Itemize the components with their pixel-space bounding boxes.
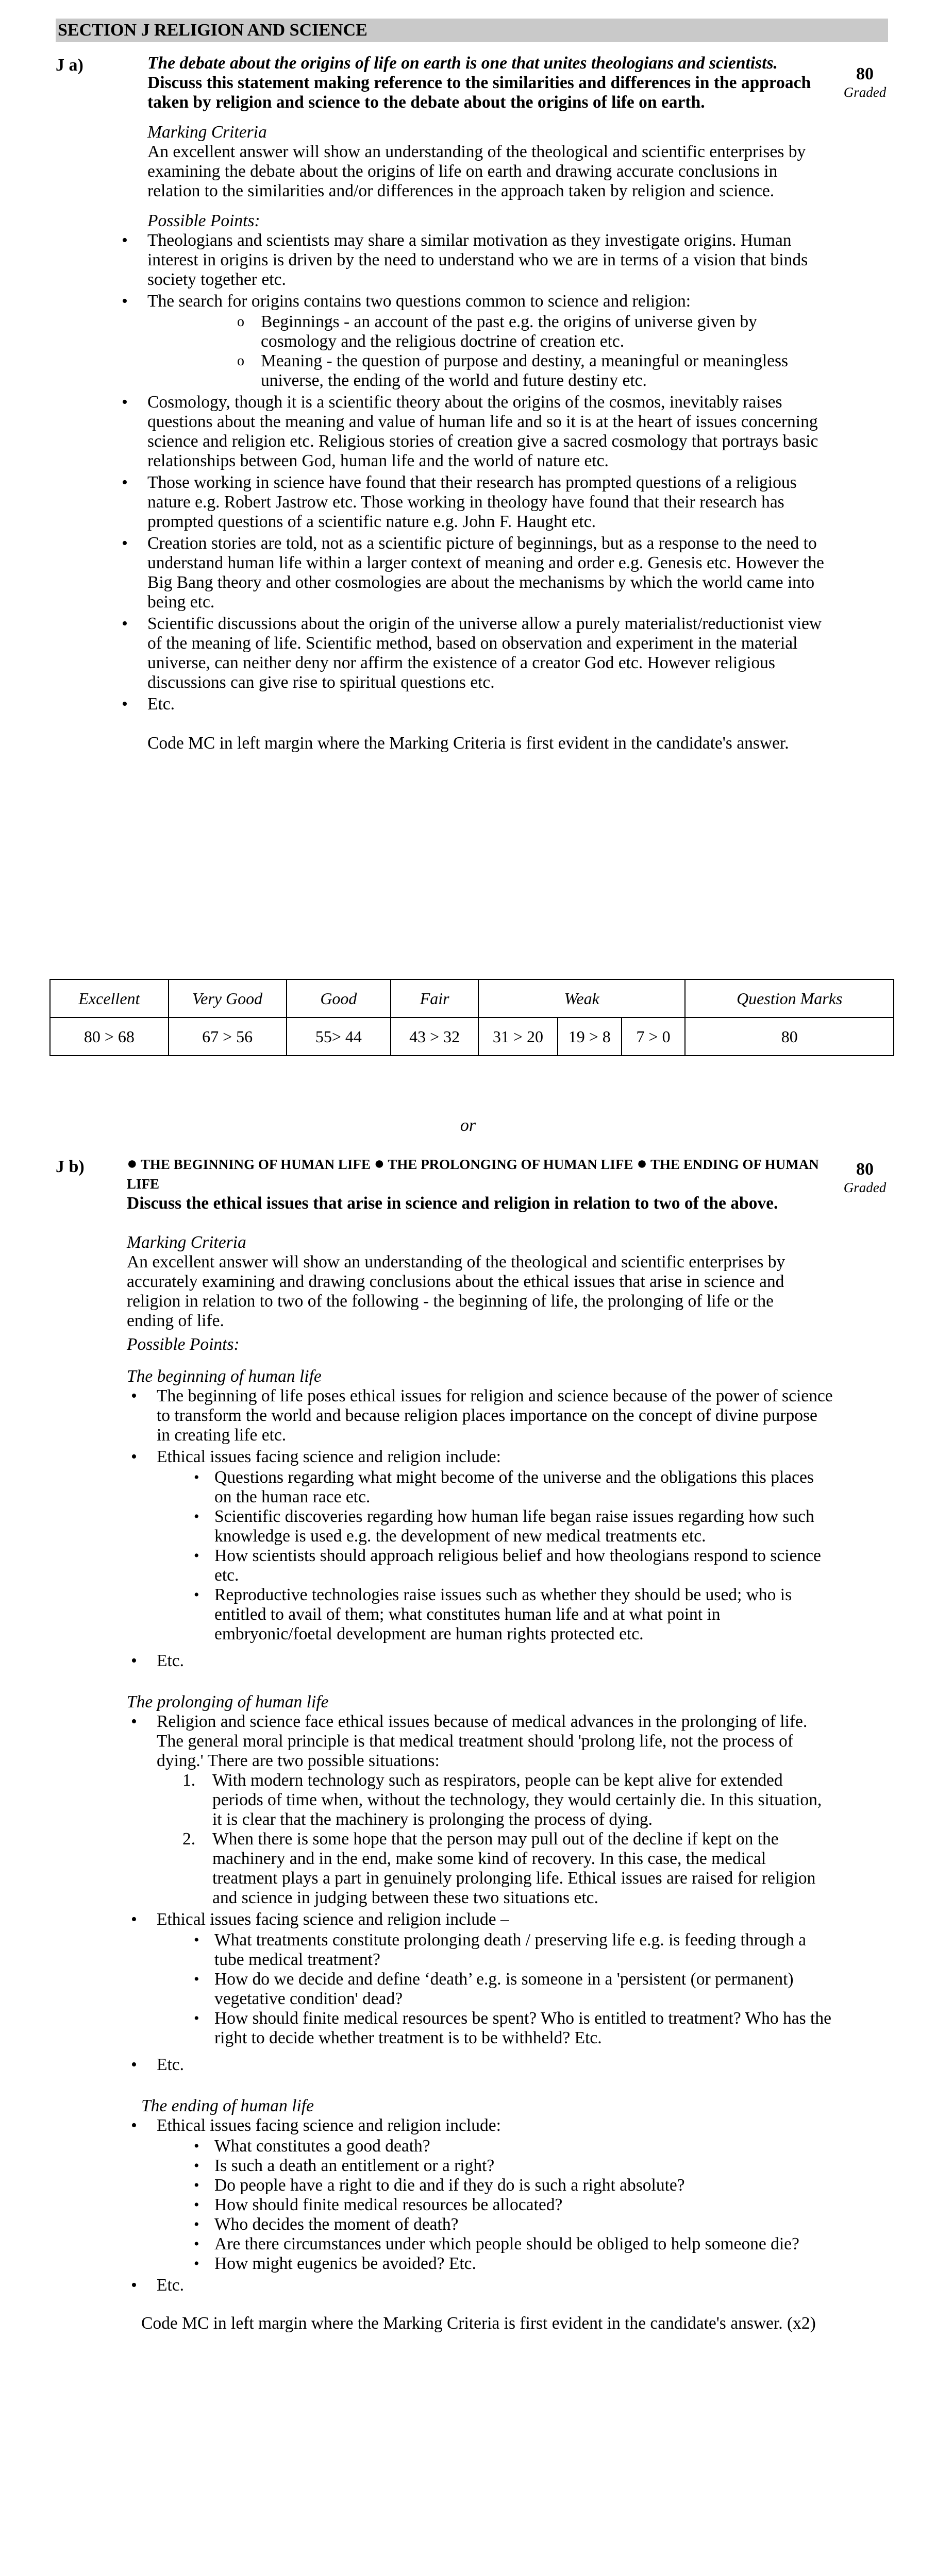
question-b-points-heading: Possible Points:: [127, 1335, 240, 1354]
question-b-task: Discuss the ethical issues that arise in science and religion in relation to two of the above.: [127, 1194, 778, 1213]
ending-heading: The ending of human life: [141, 2096, 314, 2115]
question-b-body: [127, 1154, 833, 2333]
question-a-code-note: Code MC in left margin where the Marking Criteria is first evident in the candidate's answer.: [147, 734, 789, 753]
list-item: • Who decides the moment of death?: [189, 2215, 833, 2234]
list-item: • Theologians and scientists may share a similar motivation as they investigate origins. Human interest in origins is driven by the need to understand who we are in terms of a vision that binds society together etc.: [118, 231, 828, 290]
question-a-graded-label: Graded: [843, 84, 887, 100]
question-a-statement: The debate about the origins of life on earth is one that unites theologians and scientists.: [147, 54, 778, 73]
list-item: • Cosmology, though it is a scientific theory about the origins of the cosmos, inevitably raises questions about the meaning and value of human life and so it is at the heart of issues concerning science and religion etc. Religious stories of creation give a sacred cosmology that portrays basic relationships between God, human life and the world of nature etc.: [118, 393, 828, 471]
question-b-graded-label: Graded: [843, 1180, 887, 1195]
list-item: • Scientific discoveries regarding how human life began raise issues regarding how such knowledge is used e.g. the development of new medical treatments etc.: [189, 1507, 833, 1546]
list-item: o Meaning - the question of purpose and destiny, a meaningful or meaningless universe, the ending of the world and future destiny etc.: [230, 351, 828, 391]
list-item: • Etc.: [127, 1651, 833, 1671]
list-item-text: With modern technology such as respirators, people can be kept alive for extended periods of time when, without the technology, they would certainly die. In this situation, it is clear that the machinery is prolonging the process of dying.: [212, 1771, 822, 1829]
table-header-cell: Fair: [391, 979, 478, 1018]
table-cell: 80 > 68: [50, 1018, 169, 1056]
table-header-cell: Good: [287, 979, 391, 1018]
list-number: 1.: [182, 1771, 196, 1790]
list-item: • Those working in science have found that their research has prompted questions of a religious nature e.g. Robert Jastrow etc. Those working in theology have found that their research has prompted questions of a scientific nature e.g. John F. Haught etc.: [118, 473, 828, 532]
question-a-body: [147, 54, 828, 753]
prolonging-subpoints: [157, 1930, 833, 2048]
list-item: • How should finite medical resources be allocated?: [189, 2195, 833, 2215]
list-item: • What treatments constitute prolonging death / preserving life e.g. is feeding through a tube medical treatment?: [189, 1930, 833, 1970]
table-cell: 80: [685, 1018, 894, 1056]
table-header-cell: Excellent: [50, 979, 169, 1018]
ending-points: [127, 2116, 833, 2295]
list-item-text: Ethical issues facing science and religion include –: [157, 1910, 509, 1929]
or-divider: or: [460, 1116, 476, 1135]
beginning-points: [127, 1386, 833, 1671]
list-item: [127, 1712, 833, 1908]
list-item: • Questions regarding what might become of the universe and the obligations this places on the human race etc.: [189, 1468, 833, 1507]
table-cell: 55> 44: [287, 1018, 391, 1056]
table-cell: 43 > 32: [391, 1018, 478, 1056]
topic-prolonging: THE PROLONGING OF HUMAN LIFE: [388, 1157, 633, 1172]
table-cell: 67 > 56: [169, 1018, 287, 1056]
question-b-marks-value: 80: [856, 1160, 874, 1179]
list-item: o Beginnings - an account of the past e.g. the origins of universe given by cosmology and the religious doctrine of creation etc.: [230, 312, 828, 351]
list-item: • How scientists should approach religious belief and how theologians respond to science etc.: [189, 1546, 833, 1585]
table-header-cell: Question Marks: [685, 979, 894, 1018]
list-item: [127, 1910, 833, 2048]
table-header-row: [50, 979, 894, 1018]
topic-ending: THE ENDING OF HUMAN LIFE: [127, 1157, 819, 1192]
list-item: • Are there circumstances under which people should be obliged to help someone die?: [189, 2234, 833, 2254]
question-a-subpoints: [147, 312, 828, 391]
table-header-cell: Weak: [478, 979, 685, 1018]
list-item-text: When there is some hope that the person may pull out of the decline if kept on the machinery and in the end, make some kind of recovery. In this case, the medical treatment plays a part in genuinely prolonging life. Ethical issues are raised for religion and science in judging between these two situations etc.: [212, 1829, 816, 1907]
table-cell: 7 > 0: [622, 1018, 686, 1056]
list-item: • The beginning of life poses ethical issues for religion and science because of the power of science to transform the world and because religion places importance on the concept of divine purpose in creating life etc.: [127, 1386, 833, 1445]
ending-section: [127, 2096, 833, 2295]
question-a-points-list: [118, 231, 828, 714]
question-a-grade-table: [49, 979, 894, 1056]
list-item-text: Ethical issues facing science and religion include:: [157, 2116, 501, 2135]
list-item: [118, 292, 828, 391]
list-item: • Do people have a right to die and if they do is such a right absolute?: [189, 2176, 833, 2195]
question-b-marks: [834, 1159, 896, 1195]
question-a-criteria-text: An excellent answer will show an understanding of the theological and scientific enterprises by examining the debate about the origins of life on earth and drawing accurate conclusions in relation to the similarities and/or differences in the approach taken by religion and science.: [147, 142, 806, 200]
prolonging-points: [127, 1712, 833, 2075]
question-b-code-note: Code MC in left margin where the Marking Criteria is first evident in the candidate's answer. (x2): [141, 2314, 816, 2333]
question-a-criteria-heading: Marking Criteria: [147, 123, 267, 142]
table-header-cell: Very Good: [169, 979, 287, 1018]
table-row: [50, 1018, 894, 1056]
question-a-label: J a): [56, 56, 83, 75]
list-item: • What constitutes a good death?: [189, 2137, 833, 2156]
beginning-heading: The beginning of human life: [127, 1367, 322, 1386]
list-item: • How do we decide and define ‘death’ e.g. is someone in a 'persistent (or permanent) vegetative condition' dead?: [189, 1970, 833, 2009]
list-item: • Is such a death an entitlement or a right?: [189, 2156, 833, 2176]
list-item: • Reproductive technologies raise issues such as whether they should be used; who is entitled to avail of them; what constitutes human life and at what point in embryonic/foetal development are human rights protected etc.: [189, 1585, 833, 1644]
question-a-marks-value: 80: [856, 64, 874, 83]
prolonging-heading: The prolonging of human life: [127, 1692, 329, 1711]
topic-bullet: ●: [127, 1154, 138, 1173]
list-item-text: The search for origins contains two questions common to science and religion:: [147, 292, 691, 311]
list-number: 2.: [182, 1829, 196, 1849]
list-item: • How should finite medical resources be spent? Who is entitled to treatment? Who has the right to decide whether treatment is to be withheld? Etc.: [189, 2009, 833, 2048]
topic-bullet: ●: [374, 1154, 385, 1173]
list-item: • Creation stories are told, not as a scientific picture of beginnings, but as a response to the need to understand human life within a larger context of meaning and order e.g. Genesis etc. However the Big Bang theory and other cosmologies are about the mechanisms by which the world came into being etc.: [118, 534, 828, 612]
list-item-text: Ethical issues facing science and religion include:: [157, 1447, 501, 1466]
list-item: • Etc.: [127, 2055, 833, 2075]
list-item: [127, 1447, 833, 1644]
table-cell: 19 > 8: [558, 1018, 622, 1056]
list-item-text: Religion and science face ethical issues because of medical advances in the prolonging of life. The general moral principle is that medical treatment should 'prolong life, not the process of dying.' There are two possible situations:: [157, 1712, 808, 1770]
topic-beginning: THE BEGINNING OF HUMAN LIFE: [140, 1157, 371, 1172]
question-b-label: J b): [56, 1157, 85, 1176]
question-b-criteria-heading: Marking Criteria: [127, 1233, 246, 1252]
table-cell: 31 > 20: [478, 1018, 558, 1056]
list-item: • Etc.: [118, 694, 828, 714]
topic-bullet: ●: [637, 1154, 647, 1173]
list-item: • Scientific discussions about the origin of the universe allow a purely materialist/reductionist view of the meaning of life. Scientific method, based on observation and experiment in the material universe, can neither deny nor affirm the existence of a creator God etc. However religious discussions can give rise to spiritual questions etc.: [118, 614, 828, 692]
ending-subpoints: [157, 2137, 833, 2274]
beginning-subpoints: [157, 1468, 833, 1644]
list-item: [180, 1829, 833, 1908]
question-b-topics: [127, 1154, 833, 1194]
prolonging-numbered: [157, 1771, 833, 1908]
list-item: [127, 2116, 833, 2274]
section-title-bar: SECTION J RELIGION AND SCIENCE: [56, 19, 888, 42]
question-a-marks: [834, 64, 896, 100]
list-item: • Etc.: [127, 2276, 833, 2295]
question-a-points-heading: Possible Points:: [147, 211, 260, 230]
list-item: [180, 1771, 833, 1829]
list-item: • How might eugenics be avoided? Etc.: [189, 2254, 833, 2274]
question-b-criteria-text: An excellent answer will show an understanding of the theological and scientific enterprises by accurately examining and drawing conclusions about the ethical issues that arise in science and religion in relation to two of the following - the beginning of life, the prolonging of life or the ending of life.: [127, 1252, 785, 1330]
question-a-task: Discuss this statement making reference to the similarities and differences in the approach taken by religion and science to the debate about the origins of life on earth.: [147, 73, 811, 112]
